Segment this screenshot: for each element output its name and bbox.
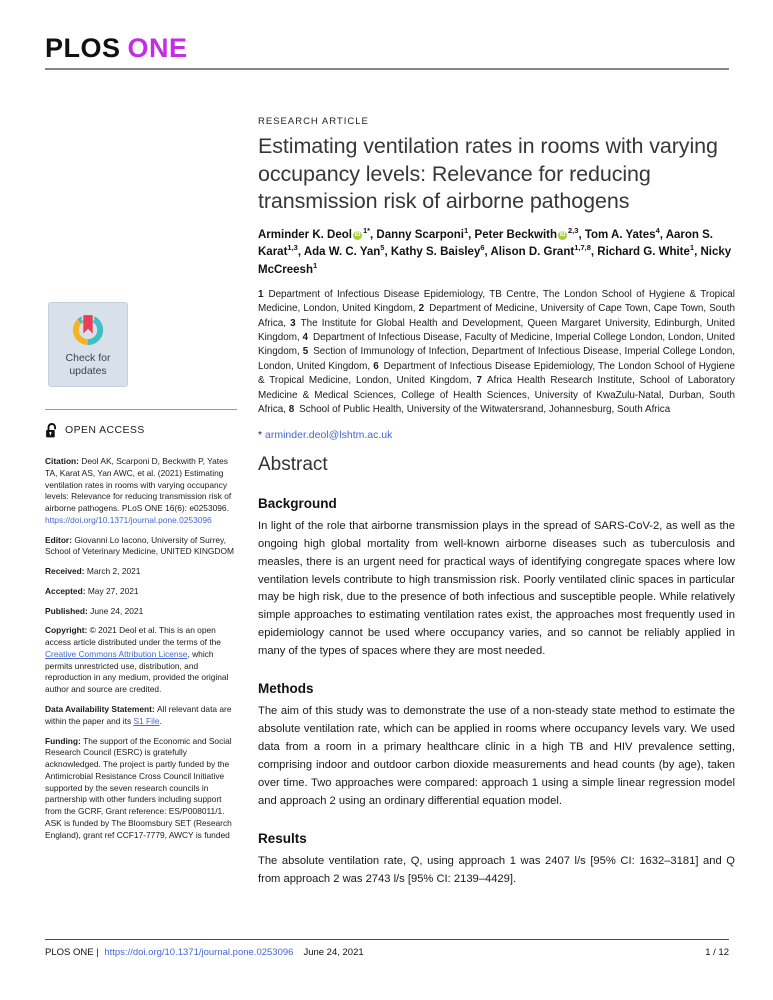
affiliation-text: Section of Immunology of Infection, Department of Infectious Disease, Imperial College London, London, United Kingdom, [258, 346, 735, 372]
editor-block: Editor: Giovanni Lo Iacono, University of Surrey, School of Veterinary Medicine, UNITED KINGDOM [45, 534, 234, 557]
affiliation-text: Africa Health Research Institute, School of Laboratory Medicine & Medical Sciences, College of Health Sciences, University of KwaZulu-Natal, Durban, South Africa, [258, 375, 735, 416]
affiliation-number: 3 [290, 317, 296, 329]
sidebar-divider [45, 409, 237, 410]
affiliation-number: 5 [302, 346, 309, 358]
author-name: Alison D. Grant [490, 246, 575, 259]
author-name: Peter Beckwith [474, 228, 557, 241]
affiliation-number: 6 [373, 360, 379, 372]
citation-doi-link[interactable]: https://doi.org/10.1371/journal.pone.0253096 [45, 514, 212, 525]
affiliation-number: 1 [258, 288, 264, 300]
research-article-kicker: RESEARCH ARTICLE [258, 116, 369, 127]
author-name: Nicky McCreesh [258, 246, 732, 276]
section-heading: Results [258, 830, 307, 846]
footer [45, 939, 729, 958]
citation-block: Citation: Deol AK, Scarponi D, Beckwith P, Yates TA, Karat AS, Yan AWC, et al. (2021) Estimating ventilation rates in rooms with varying occupancy levels: Relevance for reducing transmission risk of airborne pathogens. PLoS ONE 16(6): e0253096. https://doi.org/10.1371/journal.pone.0253096 [45, 456, 232, 525]
affiliation-number: 7 [476, 375, 482, 387]
author [390, 243, 485, 259]
author [584, 225, 660, 241]
author [490, 243, 591, 259]
author [597, 243, 695, 259]
author-superscript: 1 [463, 225, 469, 235]
header-divider [45, 68, 729, 70]
author-name: Kathy S. Baisley [390, 246, 481, 259]
author-list: Arminder K. Deol iD $^{1*}$, Danny Scarponi$^1$, Peter Beckwith iD $^{2,3}$, Tom A. Yates$^4$, Aaron S. Karat$^{1,3}$, Ada W. C. Yan$^5$, Kathy S. Baisley$^6$, Alison D. Grant$^{1,7,8}$, Richard G. White$^1$, Nicky McCreesh$^1$ [258, 225, 732, 276]
open-access-label: OPEN ACCESS [65, 424, 145, 437]
footer-doi-link[interactable]: https://doi.org/10.1371/journal.pone.0253096 [104, 947, 294, 958]
open-lock-icon [45, 423, 59, 438]
affiliation-list [258, 288, 735, 418]
affiliation-text: The Institute for Global Health and Development, Queen Margaret University, Edinburgh, United Kingdom, [258, 317, 735, 344]
affiliation-number: 8 [288, 404, 295, 416]
corresponding-author-line [258, 429, 735, 441]
section-heading: Methods [258, 681, 314, 697]
author-superscript: 1,7,8 [574, 243, 591, 253]
affiliation-number: 4 [302, 332, 309, 344]
author-name: Tom A. Yates [584, 228, 656, 241]
footer-journal: PLOS ONE | [45, 947, 102, 958]
published-block: Published: June 24, 2021 [45, 605, 144, 616]
affiliation-text: Department of Infectious Disease Epidemiology, TB Centre, The London School of Hygiene & Tropical Medicine, London, United Kingdom, [258, 288, 735, 315]
footer-date: June 24, 2021 [303, 947, 364, 958]
author-superscript: 6 [480, 243, 485, 253]
affiliation-text: Department of Infectious Disease, Faculty of Medicine, Imperial College London, London, United Kingdom, [258, 332, 735, 358]
footer-left [45, 947, 367, 958]
abstract-heading: Abstract [258, 453, 328, 475]
article-main [258, 116, 735, 888]
author [258, 225, 371, 241]
author-superscript: 1* [362, 225, 371, 235]
affiliation-text: Department of Medicine, University of Cape Town, Cape Town, South Africa, [258, 303, 735, 329]
author-superscript: 5 [380, 243, 385, 253]
sidebar [45, 116, 237, 888]
copyright-block: Copyright: © 2021 Deol et al. This is an open access article distributed under the terms of the Creative Commons Attribution License, which permits unrestricted use, distribution, and reproduction in any medium, provided the original author and source are credited. [45, 625, 229, 695]
check-for-updates-badge[interactable] [48, 302, 128, 387]
badge-label: Check for updates [65, 352, 111, 377]
funding-block: Funding: The support of the Economic and Social Research Council (ESRC) is gratefully acknowledged. The project is partly funded by the Antimicrobial Resistance Cross Council Initiative supported by the seven research councils in partnership with other funders including support from the GCRF, Grant reference: ES/P008011/1. ASK is funded by The Bloomsbury SET (Research England), grant ref CCF17-7779, AWCY is funded [45, 735, 232, 840]
orcid-icon[interactable]: iD [559, 231, 566, 238]
author-name: Aaron S. Karat [258, 228, 713, 259]
author [376, 225, 469, 241]
author-superscript: 1,3 [287, 243, 298, 253]
section-paragraph: In light of the role that airborne transmission plays in the spread of SARS-CoV-2, as well as the ongoing high global mortality from well-known airborne diseases such as tuberculosis and measles, there is an urgent need for practical ways of identifying congregate spaces where low ventilation levels contribute to high transmission risk. Poorly ventilated clinic spaces in particular may be high risk, due to the presence of both infectious and susceptible people. While relatively simple approaches to estimating ventilation rates exist, the approaches most frequently used in epidemiology cannot be used where occupancy varies, and so cannot be reliably applied in many of the types of spaces where they are most needed. [258, 519, 735, 658]
accepted-block: Accepted: May 27, 2021 [45, 585, 139, 596]
logo-one: ONE [127, 33, 188, 63]
author-name: Richard G. White [597, 246, 690, 259]
author-superscript: 1 [312, 261, 318, 271]
article-title: Estimating ventilation rates in rooms with varying occupancy levels: Relevance for reducing transmission risk of airborne pathogens [258, 134, 718, 214]
s1-file-link[interactable]: S1 File [133, 715, 160, 726]
author-name: Ada W. C. Yan [303, 246, 381, 259]
author-superscript: 2,3 [568, 225, 579, 235]
open-access-row [45, 423, 237, 438]
section-heading: Background [258, 495, 337, 511]
author [303, 243, 385, 259]
corresponding-email-link[interactable]: arminder.deol@lshtm.ac.uk [265, 428, 393, 441]
orcid-icon[interactable]: iD [354, 231, 361, 238]
logo-plos: PLOS [45, 33, 121, 63]
data-availability-block: Data Availability Statement: All relevant data are within the paper and its S1 File. [45, 704, 232, 726]
received-block: Received: March 2, 2021 [45, 566, 141, 577]
section-paragraph: The absolute ventilation rate, Q, using approach 1 was 2407 l/s [95% CI: 1632–3181] and Q from approach 2 was 2743 l/s [95% CI: 2139–4429]. [258, 854, 735, 885]
affiliation-text: Department of Infectious Disease Epidemiology, The London School of Hygiene & Tropical Medicine, London, United Kingdom, [258, 360, 735, 387]
author-name: Arminder K. Deol [258, 228, 352, 241]
affiliation-text: School of Public Health, University of the Witwatersrand, Johannesburg, South Africa [294, 404, 671, 416]
affiliation-number: 2 [418, 303, 425, 315]
author-superscript: 1 [689, 243, 695, 253]
corresponding-marker: * [258, 428, 263, 441]
plos-one-logo [45, 33, 729, 64]
crossmark-icon [70, 312, 106, 348]
page-number: 1 / 12 [705, 947, 729, 958]
author [474, 225, 579, 241]
author-name: Danny Scarponi [376, 228, 464, 241]
abstract-sections [258, 496, 735, 889]
section-paragraph: The aim of this study was to demonstrate the use of a non-steady state method to estimate the absolute ventilation rate, which can be applied in rooms where occupancy levels vary. We used data from a room in a primary healthcare clinic in a high TB and HIV prevalence setting, comprising indoor and outdoor carbon dioxide measurements and head counts (by age), taken over time. Two approaches were compared: approach 1 using a simple linear regression model and approach 2 using an ordinary differential equation model. [258, 705, 735, 807]
cc-license-link[interactable]: Creative Commons Attribution License [45, 648, 188, 659]
author-superscript: 4 [655, 225, 660, 235]
